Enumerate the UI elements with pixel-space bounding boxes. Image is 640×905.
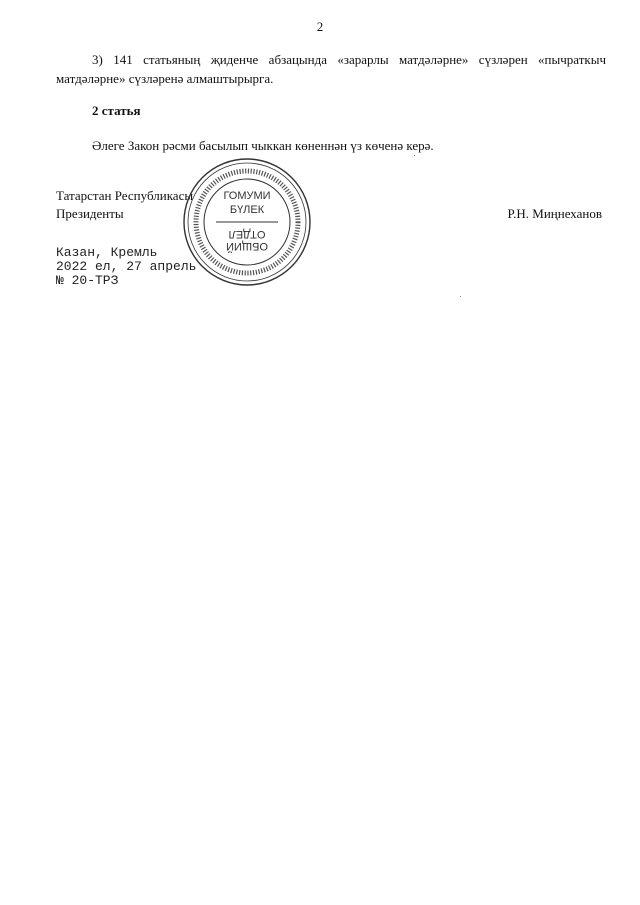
paragraph-entry-into-force: Әлеге Закон рәсми басылып чыккан көненнән үз көченә керә. <box>92 138 434 153</box>
signatory-title-line-1: Татарстан Республикасы <box>56 188 194 203</box>
seal-text-bottom: ОБЩИЙ <box>226 240 268 252</box>
paragraph-amendment: 3) 141 статьяның җиденче абзацында «зарарлы матдәләрне» сүзләрен «пычраткыч матдәләрне» сүзләренә алмаштырырга. <box>56 52 606 86</box>
article-title: 2 статья <box>92 103 141 118</box>
seal-text-top-2: БҮЛЕК <box>229 204 265 216</box>
issue-date: 2022 ел, 27 апрель <box>56 259 197 274</box>
scan-speck <box>414 155 415 156</box>
issue-place: Казан, Кремль <box>56 245 158 260</box>
page-number: 2 <box>316 19 324 34</box>
signatory-title <box>56 187 193 223</box>
signatory-name: Р.Н. Миңнеханов <box>507 206 602 221</box>
issue-details <box>56 246 196 288</box>
issue-number: № 20-ТРЗ <box>56 273 119 288</box>
seal-text-top: ГОМУМИ <box>223 190 271 202</box>
official-seal-stamp <box>180 155 314 289</box>
seal-text-bottom-2: ОТДЕЛ <box>228 228 266 240</box>
signatory-title-line-2: Президенты <box>56 206 124 221</box>
scan-speck <box>460 296 461 297</box>
